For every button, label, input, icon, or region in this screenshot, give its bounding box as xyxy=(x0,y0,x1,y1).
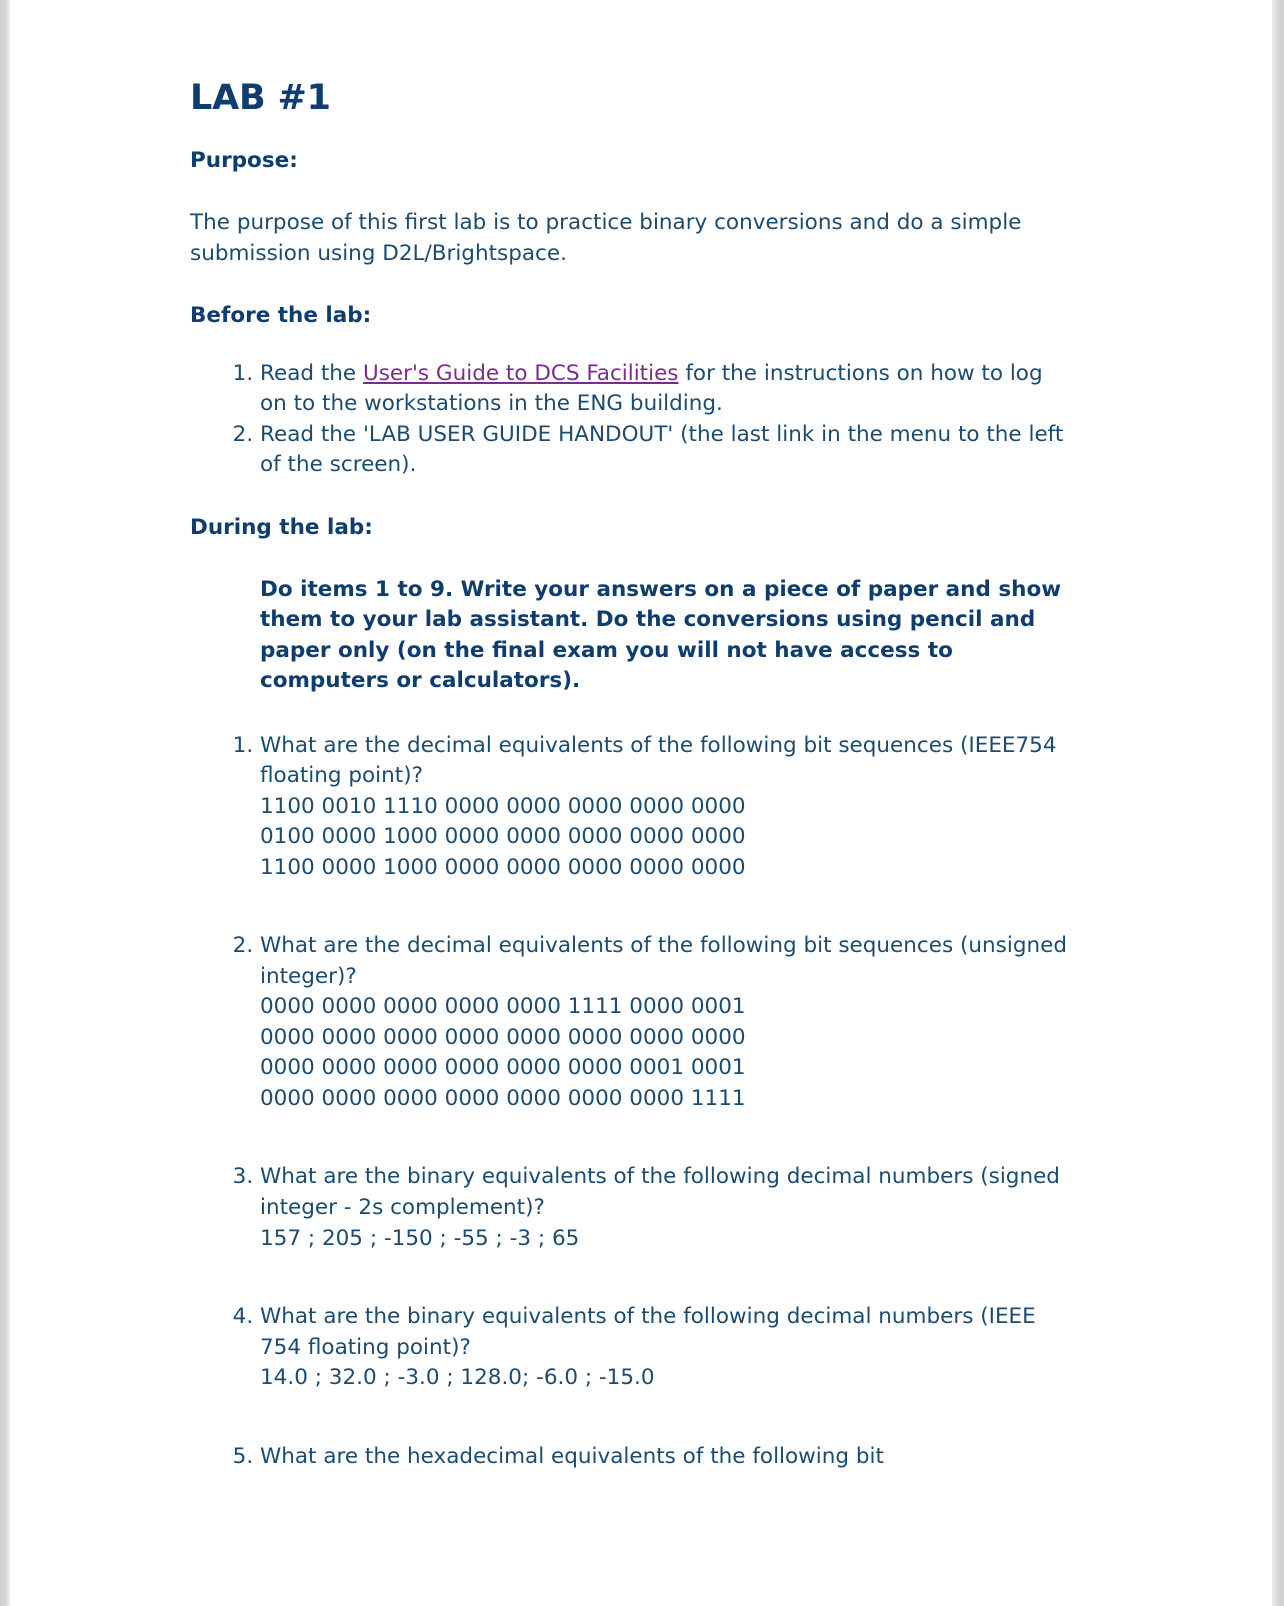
during-the-lab-heading: During the lab: xyxy=(190,514,373,540)
before-item-1-text-after: for the instructions on how to log on to the workstations in the ENG building. xyxy=(260,360,1043,417)
lab-questions-list xyxy=(190,731,1070,1472)
users-guide-to-dcs-facilities-link[interactable]: User's Guide to DCS Facilities xyxy=(362,360,679,386)
purpose-paragraph: The purpose of this first lab is to practice binary conversions and do a simple submission using D2L/Brightspace. xyxy=(190,210,1022,266)
question-item xyxy=(260,1302,1070,1394)
question-4-prompt: What are the binary equivalents of the following decimal numbers (IEEE 754 floating point)? xyxy=(260,1304,1036,1360)
question-item xyxy=(260,731,1070,884)
question-2-value: 0000 0000 0000 0000 0000 0000 0001 0001 xyxy=(260,1055,746,1081)
document-page xyxy=(10,0,1272,1606)
before-item-2-text: Read the 'LAB USER GUIDE HANDOUT' (the last link in the menu to the left of the screen). xyxy=(260,421,1064,478)
question-1-value: 1100 0010 1110 0000 0000 0000 0000 0000 xyxy=(260,793,746,819)
list-item xyxy=(260,420,1070,481)
before-item-1-text-before: Read the xyxy=(260,360,363,386)
question-3-prompt: What are the binary equivalents of the following decimal numbers (signed integer - 2s complement)? xyxy=(260,1164,1060,1220)
page-gutter-right xyxy=(1272,0,1284,1606)
question-item xyxy=(260,1162,1070,1254)
question-1-prompt: What are the decimal equivalents of the following bit sequences (IEEE754 floating point)? xyxy=(260,732,1057,789)
question-item xyxy=(260,931,1070,1114)
purpose-heading: Purpose: xyxy=(190,148,298,174)
question-item xyxy=(260,1442,1070,1473)
page-gutter-left xyxy=(0,0,10,1606)
question-3-value: 157 ; 205 ; -150 ; -55 ; -3 ; 65 xyxy=(260,1225,580,1251)
question-2-value: 0000 0000 0000 0000 0000 1111 0000 0001 xyxy=(260,994,746,1020)
question-1-value: 1100 0000 1000 0000 0000 0000 0000 0000 xyxy=(260,854,746,880)
question-2-prompt: What are the decimal equivalents of the following bit sequences (unsigned integer)? xyxy=(260,933,1067,989)
document-content xyxy=(190,0,1070,1472)
before-the-lab-heading: Before the lab: xyxy=(190,303,372,329)
question-5-prompt: What are the hexadecimal equivalents of the following bit xyxy=(260,1443,884,1469)
before-the-lab-list xyxy=(190,359,1070,481)
question-2-value: 0000 0000 0000 0000 0000 0000 0000 1111 xyxy=(260,1085,746,1111)
question-1-value: 0100 0000 1000 0000 0000 0000 0000 0000 xyxy=(260,824,746,850)
question-2-value: 0000 0000 0000 0000 0000 0000 0000 0000 xyxy=(260,1024,746,1050)
during-the-lab-callout: Do items 1 to 9. Write your answers on a piece of paper and show them to your lab assistant. Do the conversions using pencil and paper only (on the final exam you will not have access to computers or calculators). xyxy=(260,576,1062,694)
list-item xyxy=(260,359,1070,420)
question-4-value: 14.0 ; 32.0 ; -3.0 ; 128.0; -6.0 ; -15.0 xyxy=(260,1365,655,1391)
page-title: LAB #1 xyxy=(190,78,331,118)
